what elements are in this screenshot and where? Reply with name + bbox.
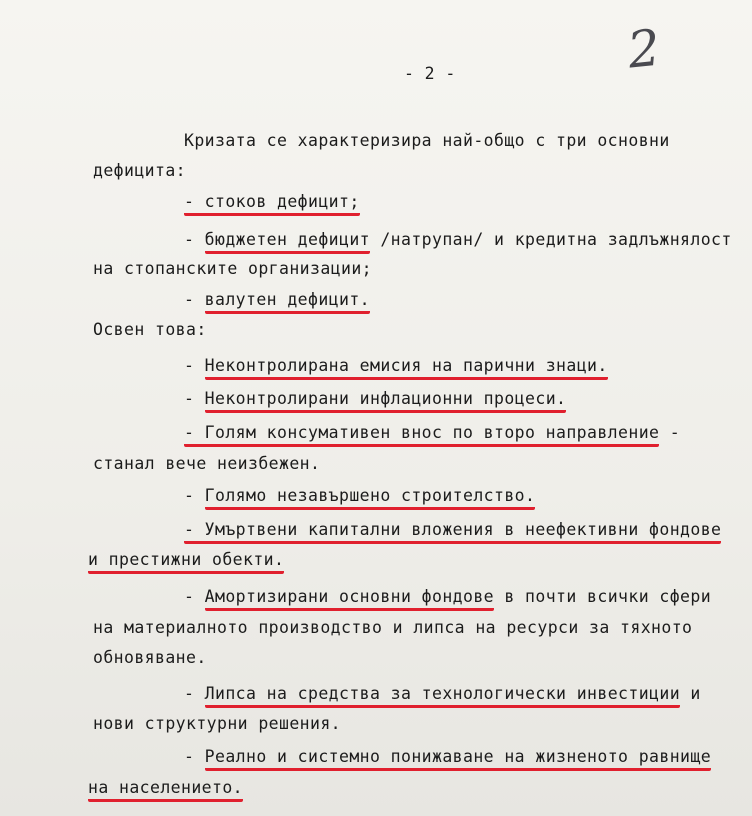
item-currency-deficit: [184, 290, 370, 310]
bullet-depreciation-cont2: обновяване.: [93, 648, 207, 667]
osven-heading: Освен това:: [93, 320, 207, 339]
bullet-import-cont: станал вече неизбежен.: [93, 454, 321, 473]
underline-highlight: - Голям консумативен внос по второ направление: [184, 423, 659, 447]
underline-highlight: Неконтролирана емисия на парични знаци.: [205, 356, 608, 380]
item-text: -: [659, 423, 681, 442]
bullet-technology: [184, 684, 701, 704]
item-text: и: [680, 684, 701, 703]
intro-line: Кризата се характеризира най-общо с три основни: [184, 131, 670, 150]
bullet-depreciation-cont: на материалното производство и липса на ресурси за тяхното: [93, 618, 693, 637]
bullet-living-standard-cont: [88, 778, 243, 798]
bullet-inflation: [184, 389, 566, 409]
underline-highlight: валутен дефицит.: [205, 290, 370, 314]
item-stock-deficit: [184, 192, 360, 212]
underline-highlight: - стоков дефицит;: [184, 192, 360, 216]
underline-highlight: Амортизирани основни фондове: [205, 587, 494, 611]
dash: -: [184, 356, 205, 375]
dash: -: [184, 486, 205, 505]
item-budget-deficit: [184, 230, 732, 250]
dash: -: [184, 747, 205, 766]
handwritten-page-number: 2: [625, 18, 663, 80]
underline-highlight: на населението.: [88, 778, 243, 802]
intro-line-cont: дефицита:: [93, 161, 187, 180]
item-text: в почти всички сфери: [494, 587, 712, 606]
item-text: /натрупан/ и кредитна задлъжнялост: [370, 230, 732, 249]
bullet-emission: [184, 356, 608, 376]
underline-highlight: Реално и системно понижаване на жизненото равнище: [205, 747, 711, 771]
dash: -: [184, 290, 205, 309]
bullet-depreciation: [184, 587, 711, 607]
dash: -: [184, 684, 205, 703]
item-budget-deficit-cont: на стопанските организации;: [93, 259, 373, 278]
bullet-construction: [184, 486, 535, 506]
underline-highlight: Липса на средства за технологически инвестиции: [205, 684, 680, 708]
underline-highlight: бюджетен дефицит: [205, 230, 370, 254]
bullet-investments-cont: [88, 550, 284, 570]
bullet-import: [184, 423, 680, 443]
page-marker: - 2 -: [404, 64, 456, 83]
bullet-living-standard: [184, 747, 711, 767]
bullet-technology-cont: нови структурни решения.: [93, 714, 342, 733]
dash: -: [184, 587, 205, 606]
dash: -: [184, 230, 205, 249]
underline-highlight: - Умъртвени капитални вложения в неефективни фондове: [184, 520, 721, 544]
underline-highlight: и престижни обекти.: [88, 550, 284, 574]
underline-highlight: Голямо незавършено строителство.: [205, 486, 536, 510]
underline-highlight: Неконтролирани инфлационни процеси.: [205, 389, 567, 413]
bullet-investments: [184, 520, 721, 540]
dash: -: [184, 389, 205, 408]
